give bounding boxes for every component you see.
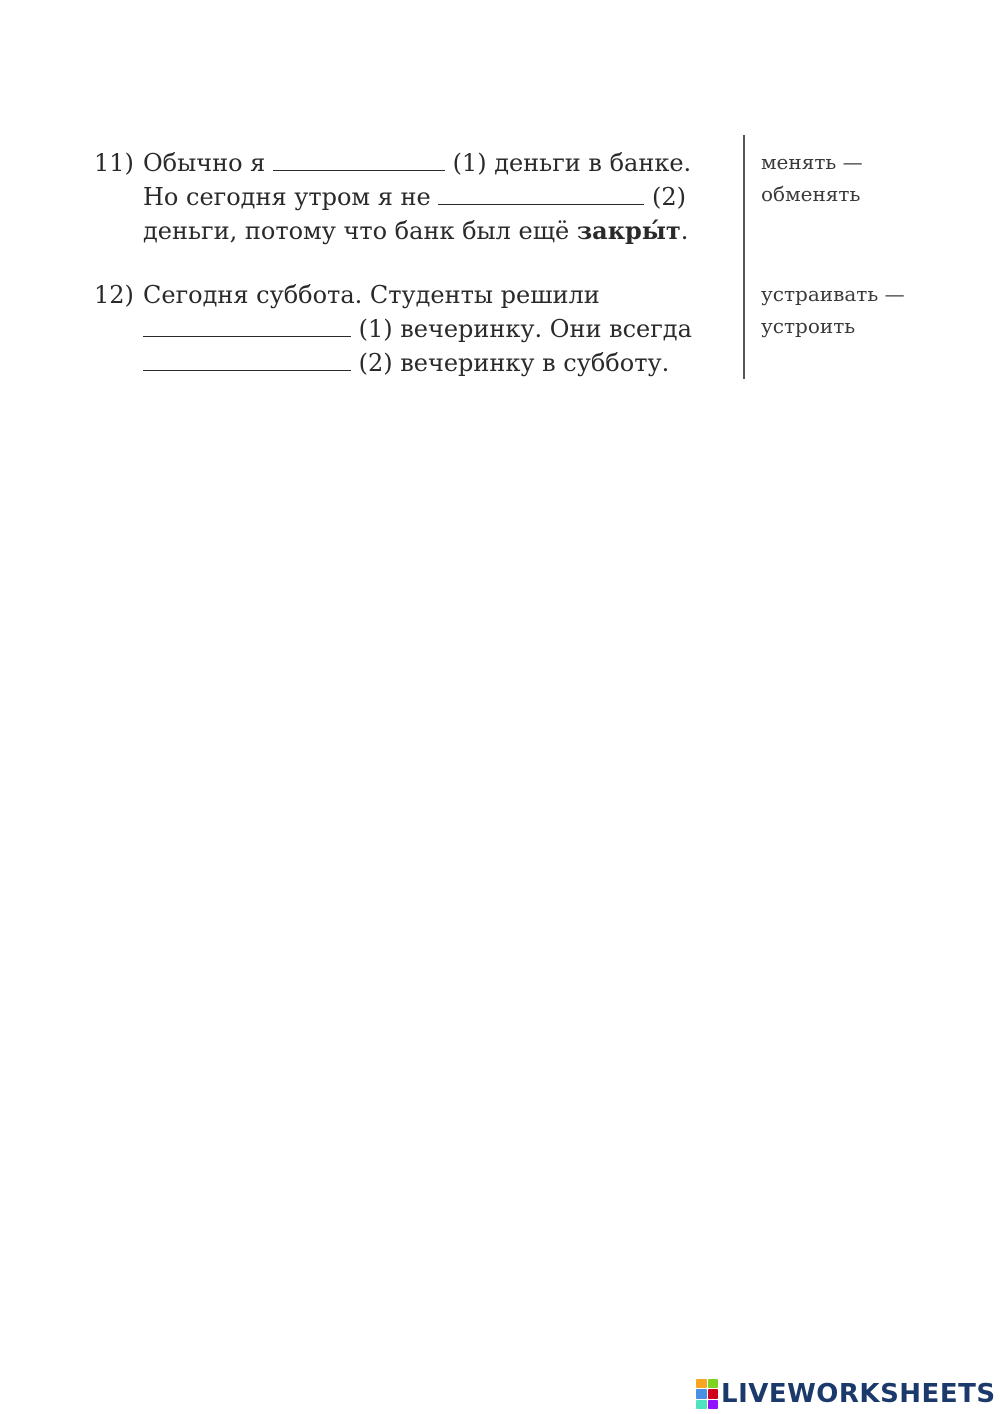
exercise-line <box>143 278 692 312</box>
hint-line: устраивать — <box>761 282 905 306</box>
text-fragment: (1) вечеринку. Они всегда <box>351 315 692 343</box>
exercise-line <box>143 214 691 248</box>
exercise-12 <box>94 278 714 380</box>
column-divider <box>743 135 745 379</box>
hint-line: обменять <box>761 182 861 206</box>
text-fragment: . <box>680 217 689 245</box>
hint-12 <box>761 278 905 342</box>
exercise-number: 12) <box>94 281 134 309</box>
logo-block <box>696 1389 707 1398</box>
exercise-number: 11) <box>94 149 134 177</box>
hint-line: устроить <box>761 314 856 338</box>
text-fragment: (2) вечеринку в субботу. <box>351 349 670 377</box>
exercise-11 <box>94 146 714 248</box>
logo-block <box>708 1400 719 1409</box>
exercise-line <box>143 180 691 214</box>
exercise-text <box>143 278 692 380</box>
logo-block <box>708 1379 719 1388</box>
answer-blank-2[interactable] <box>143 348 351 371</box>
answer-blank-2[interactable] <box>438 182 644 205</box>
text-fragment: деньги, потому что банк был ещё <box>143 217 577 245</box>
exercise-line <box>143 146 691 180</box>
logo-text: LIVEWORKSHEETS <box>721 1379 996 1409</box>
hint-line: менять — <box>761 150 863 174</box>
text-fragment: Но сегодня утром я не <box>143 183 439 211</box>
text-fragment: Сегодня суббота. Студенты решили <box>143 281 600 309</box>
exercise-line <box>143 346 692 380</box>
text-fragment: Обычно я <box>143 149 273 177</box>
liveworksheets-logo <box>696 1377 996 1411</box>
answer-blank-1[interactable] <box>273 148 445 171</box>
logo-block <box>696 1379 707 1388</box>
text-fragment: (2) <box>644 183 686 211</box>
answer-blank-1[interactable] <box>143 314 351 337</box>
exercise-text <box>143 146 691 248</box>
text-fragment: (1) деньги в банке. <box>444 149 692 177</box>
logo-mark-icon <box>696 1379 718 1409</box>
exercise-line <box>143 312 692 346</box>
logo-block <box>708 1389 719 1398</box>
hint-11 <box>761 146 863 210</box>
bold-word: закры́т <box>576 216 681 245</box>
logo-block <box>696 1400 707 1409</box>
